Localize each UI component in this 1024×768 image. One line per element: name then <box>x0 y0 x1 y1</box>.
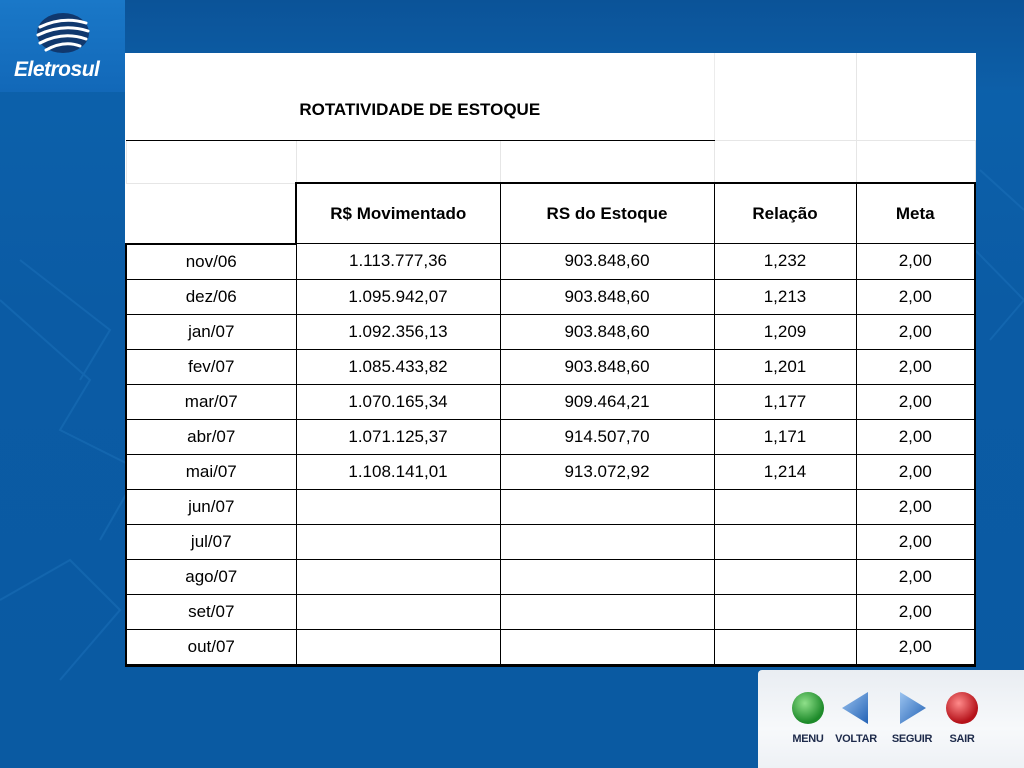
ratio-cell: 1,232 <box>714 244 856 280</box>
moved-amount-cell: 1.070.165,34 <box>296 384 500 419</box>
moved-amount-cell <box>296 524 500 559</box>
moved-amount-cell: 1.085.433,82 <box>296 349 500 384</box>
blank-row <box>126 141 975 184</box>
menu-label: MENU <box>792 733 824 745</box>
header-stock-amount: RS do Estoque <box>500 183 714 244</box>
ratio-cell: 1,213 <box>714 279 856 314</box>
table-row <box>126 279 975 314</box>
stock-turnover-table <box>125 53 976 667</box>
header-ratio: Relação <box>714 183 856 244</box>
menu-button[interactable] <box>782 690 834 756</box>
ratio-cell: 1,214 <box>714 454 856 489</box>
stock-amount-cell: 903.848,60 <box>500 244 714 280</box>
table-row <box>126 419 975 454</box>
table-row <box>126 559 975 594</box>
month-cell: ago/07 <box>126 559 296 594</box>
goal-cell: 2,00 <box>856 454 975 489</box>
goal-cell: 2,00 <box>856 524 975 559</box>
moved-amount-cell <box>296 489 500 524</box>
ratio-cell <box>714 594 856 629</box>
exit-label: SAIR <box>949 733 975 745</box>
stock-amount-cell: 914.507,70 <box>500 419 714 454</box>
table-title: ROTATIVIDADE DE ESTOQUE <box>126 53 714 141</box>
logo-panel <box>0 0 125 92</box>
stock-amount-cell: 903.848,60 <box>500 349 714 384</box>
table-row <box>126 454 975 489</box>
next-button[interactable] <box>886 690 938 756</box>
green-circle-icon <box>790 690 826 726</box>
month-cell: mai/07 <box>126 454 296 489</box>
moved-amount-cell: 1.108.141,01 <box>296 454 500 489</box>
moved-amount-cell <box>296 594 500 629</box>
ratio-cell: 1,177 <box>714 384 856 419</box>
blank-cell <box>714 141 856 184</box>
blank-cell <box>296 141 500 184</box>
globe-logo-icon <box>34 10 92 56</box>
header-row <box>126 183 975 244</box>
stock-amount-cell <box>500 559 714 594</box>
blank-cell <box>126 141 296 184</box>
stock-amount-cell: 909.464,21 <box>500 384 714 419</box>
ratio-cell: 1,201 <box>714 349 856 384</box>
ratio-cell <box>714 524 856 559</box>
goal-cell: 2,00 <box>856 279 975 314</box>
red-circle-icon <box>944 690 980 726</box>
month-cell: dez/06 <box>126 279 296 314</box>
moved-amount-cell: 1.071.125,37 <box>296 419 500 454</box>
stock-amount-cell <box>500 594 714 629</box>
stock-amount-cell <box>500 489 714 524</box>
back-label: VOLTAR <box>835 733 877 745</box>
goal-cell: 2,00 <box>856 629 975 665</box>
goal-cell: 2,00 <box>856 349 975 384</box>
navigation-panel <box>758 670 1024 768</box>
goal-cell: 2,00 <box>856 559 975 594</box>
left-arrow-icon <box>838 690 874 726</box>
ratio-cell: 1,209 <box>714 314 856 349</box>
moved-amount-cell: 1.095.942,07 <box>296 279 500 314</box>
table-row <box>126 629 975 665</box>
stock-amount-cell: 913.072,92 <box>500 454 714 489</box>
goal-cell: 2,00 <box>856 244 975 280</box>
header-corner-cell <box>126 183 296 244</box>
blank-cell <box>500 141 714 184</box>
table-row <box>126 314 975 349</box>
table-row <box>126 349 975 384</box>
month-cell: mar/07 <box>126 384 296 419</box>
month-cell: jun/07 <box>126 489 296 524</box>
title-row <box>126 53 975 141</box>
moved-amount-cell: 1.092.356,13 <box>296 314 500 349</box>
ratio-cell: 1,171 <box>714 419 856 454</box>
month-cell: abr/07 <box>126 419 296 454</box>
month-cell: nov/06 <box>126 244 296 280</box>
goal-cell: 2,00 <box>856 419 975 454</box>
ratio-cell <box>714 629 856 665</box>
stock-amount-cell: 903.848,60 <box>500 314 714 349</box>
blank-cell <box>856 141 975 184</box>
goal-cell: 2,00 <box>856 489 975 524</box>
next-label: SEGUIR <box>891 733 933 745</box>
ratio-cell <box>714 559 856 594</box>
month-cell: jan/07 <box>126 314 296 349</box>
exit-button[interactable] <box>936 690 988 756</box>
moved-amount-cell <box>296 559 500 594</box>
table-row <box>126 489 975 524</box>
month-cell: set/07 <box>126 594 296 629</box>
header-goal: Meta <box>856 183 975 244</box>
table-row <box>126 594 975 629</box>
title-row-cell <box>714 53 856 141</box>
goal-cell: 2,00 <box>856 314 975 349</box>
stock-amount-cell <box>500 629 714 665</box>
table-row <box>126 524 975 559</box>
header-moved-amount: R$ Movimentado <box>296 183 500 244</box>
month-cell: jul/07 <box>126 524 296 559</box>
month-cell: out/07 <box>126 629 296 665</box>
right-arrow-icon <box>894 690 930 726</box>
month-cell: fev/07 <box>126 349 296 384</box>
stock-amount-cell: 903.848,60 <box>500 279 714 314</box>
back-button[interactable] <box>830 690 882 756</box>
title-row-cell <box>856 53 975 141</box>
brand-name: Eletrosul <box>14 58 100 81</box>
goal-cell: 2,00 <box>856 594 975 629</box>
ratio-cell <box>714 489 856 524</box>
stock-amount-cell <box>500 524 714 559</box>
moved-amount-cell: 1.113.777,36 <box>296 244 500 280</box>
moved-amount-cell <box>296 629 500 665</box>
table-row <box>126 384 975 419</box>
table-row <box>126 244 975 280</box>
goal-cell: 2,00 <box>856 384 975 419</box>
